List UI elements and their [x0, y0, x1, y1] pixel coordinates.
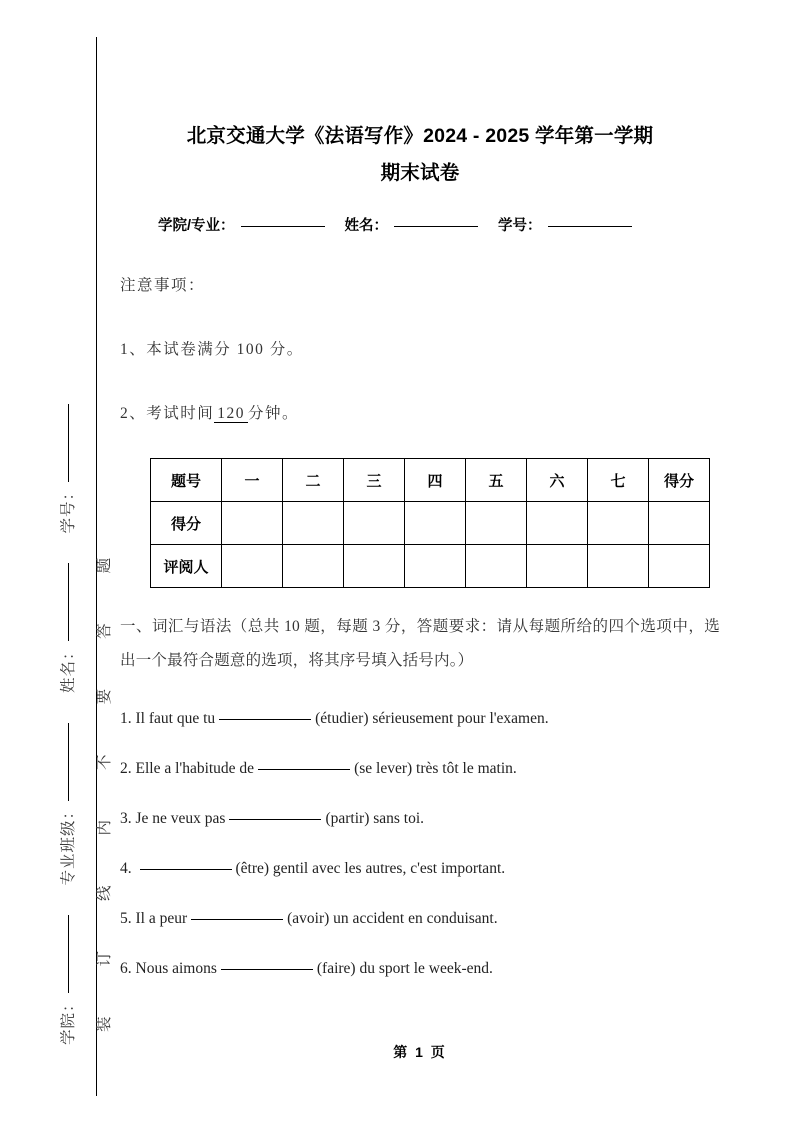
grader-cell[interactable] [344, 545, 405, 588]
binding-char: 内 [96, 819, 113, 836]
exam-duration-value: 120 [214, 405, 248, 423]
question-item [120, 828, 720, 878]
binding-label-student-id-rule [67, 404, 69, 482]
notes-heading: 注意事项： [120, 277, 206, 294]
score-cell[interactable] [466, 502, 527, 545]
score-cell[interactable] [222, 502, 283, 545]
binding-label-student-id: 学号： [56, 404, 78, 534]
binding-char: 不 [96, 754, 113, 770]
note-2-prefix: 2、考试时间 [120, 405, 215, 422]
answer-blank[interactable] [191, 918, 283, 920]
question-text-after: (étudier) sérieusement pour l'examen. [315, 710, 549, 727]
table-row [151, 459, 710, 502]
name-field[interactable] [394, 225, 478, 227]
name-label: 姓名： [344, 218, 389, 234]
question-item [120, 728, 720, 778]
binding-margin [0, 0, 113, 1122]
answer-blank[interactable] [221, 968, 313, 970]
question-number: 4. [120, 860, 132, 877]
grader-cell[interactable] [222, 545, 283, 588]
answer-blank[interactable] [140, 868, 232, 870]
table-row [151, 545, 710, 588]
answer-blank[interactable] [258, 768, 350, 770]
score-table-col-header: 三 [344, 459, 405, 502]
score-cell[interactable] [405, 502, 466, 545]
score-table-col-header: 二 [283, 459, 344, 502]
binding-label-name-rule [67, 563, 69, 641]
grader-cell[interactable] [466, 545, 527, 588]
grader-cell[interactable] [588, 545, 649, 588]
score-table-row-label: 题号 [151, 459, 222, 502]
score-cell[interactable] [649, 502, 710, 545]
binding-char: 要 [96, 688, 113, 705]
question-item [120, 678, 720, 728]
page-title-line-1: 北京交通大学《法语写作》2024 - 2025 学年第一学期 [186, 125, 654, 147]
question-item [120, 928, 720, 978]
score-cell[interactable] [527, 502, 588, 545]
question-text-before: Nous aimons [135, 960, 217, 977]
grader-cell[interactable] [405, 545, 466, 588]
college-major-field[interactable] [241, 225, 325, 227]
question-item [120, 778, 720, 828]
student-id-label: 学号： [498, 218, 542, 234]
page-title-line-2: 期末试卷 [380, 162, 460, 184]
score-table-row-label: 评阅人 [151, 545, 222, 588]
page-title [120, 0, 720, 192]
question-item [120, 878, 720, 928]
binding-char: 题 [96, 557, 113, 574]
binding-inner-character-column [92, 508, 114, 1032]
binding-label-class-rule [67, 723, 69, 801]
score-table [150, 458, 710, 588]
grader-cell[interactable] [649, 545, 710, 588]
student-id-field[interactable] [548, 225, 632, 227]
question-text-after: (partir) sans toi. [325, 810, 425, 827]
score-table-col-header: 四 [405, 459, 466, 502]
answer-blank[interactable] [229, 818, 321, 820]
question-number: 3. [120, 810, 132, 827]
table-row [151, 502, 710, 545]
binding-char: 订 [96, 950, 113, 967]
note-item-1: 1、本试卷满分 100 分。 [120, 341, 304, 358]
question-text-before: Il faut que tu [135, 710, 216, 727]
question-text-before: Il a peur [135, 910, 188, 927]
question-text-before: Je ne veux pas [135, 810, 226, 827]
college-major-label: 学院/专业： [158, 218, 235, 234]
binding-outer-label-column [56, 378, 78, 1045]
binding-char: 答 [96, 623, 113, 639]
question-number: 2. [120, 760, 132, 777]
question-text-after: (faire) du sport le week-end. [316, 960, 493, 977]
page-footer [120, 1042, 720, 1062]
binding-char: 线 [96, 885, 113, 901]
binding-label-class: 专业班级： [56, 723, 78, 886]
score-cell[interactable] [283, 502, 344, 545]
score-table-col-header: 七 [588, 459, 649, 502]
binding-label-college: 学院： [56, 915, 78, 1045]
question-text-after: (avoir) un accident en conduisant. [287, 910, 498, 927]
binding-char: 装 [96, 1016, 113, 1032]
score-cell[interactable] [588, 502, 649, 545]
score-table-col-header: 五 [466, 459, 527, 502]
score-table-col-header: 得分 [649, 459, 710, 502]
question-number: 6. [120, 960, 132, 977]
question-number: 5. [120, 910, 132, 927]
score-table-row-label: 得分 [151, 502, 222, 545]
score-cell[interactable] [344, 502, 405, 545]
note-2-suffix: 分钟。 [248, 405, 300, 422]
section-1-heading: 一、词汇与语法（总共 10 题，每题 3 分，答题要求：请从每题所给的四个选项中，选出一个最符合题意的选项，将其序号填入括号内。） [120, 618, 720, 669]
note-item-2 [120, 358, 720, 422]
page-number-label: 第 1 页 [393, 1044, 447, 1060]
question-text-before: Elle a l'habitude de [135, 760, 255, 777]
binding-label-college-rule [67, 915, 69, 993]
score-table-col-header: 六 [527, 459, 588, 502]
identity-line [120, 192, 720, 235]
grader-cell[interactable] [283, 545, 344, 588]
binding-label-name: 姓名： [56, 563, 78, 693]
score-table-col-header: 一 [222, 459, 283, 502]
grader-cell[interactable] [527, 545, 588, 588]
answer-blank[interactable] [219, 718, 311, 720]
question-number: 1. [120, 710, 132, 727]
question-text-after: (être) gentil avec les autres, c'est important. [235, 860, 506, 877]
question-text-after: (se lever) très tôt le matin. [354, 760, 517, 777]
exam-paper-body [120, 0, 720, 1122]
